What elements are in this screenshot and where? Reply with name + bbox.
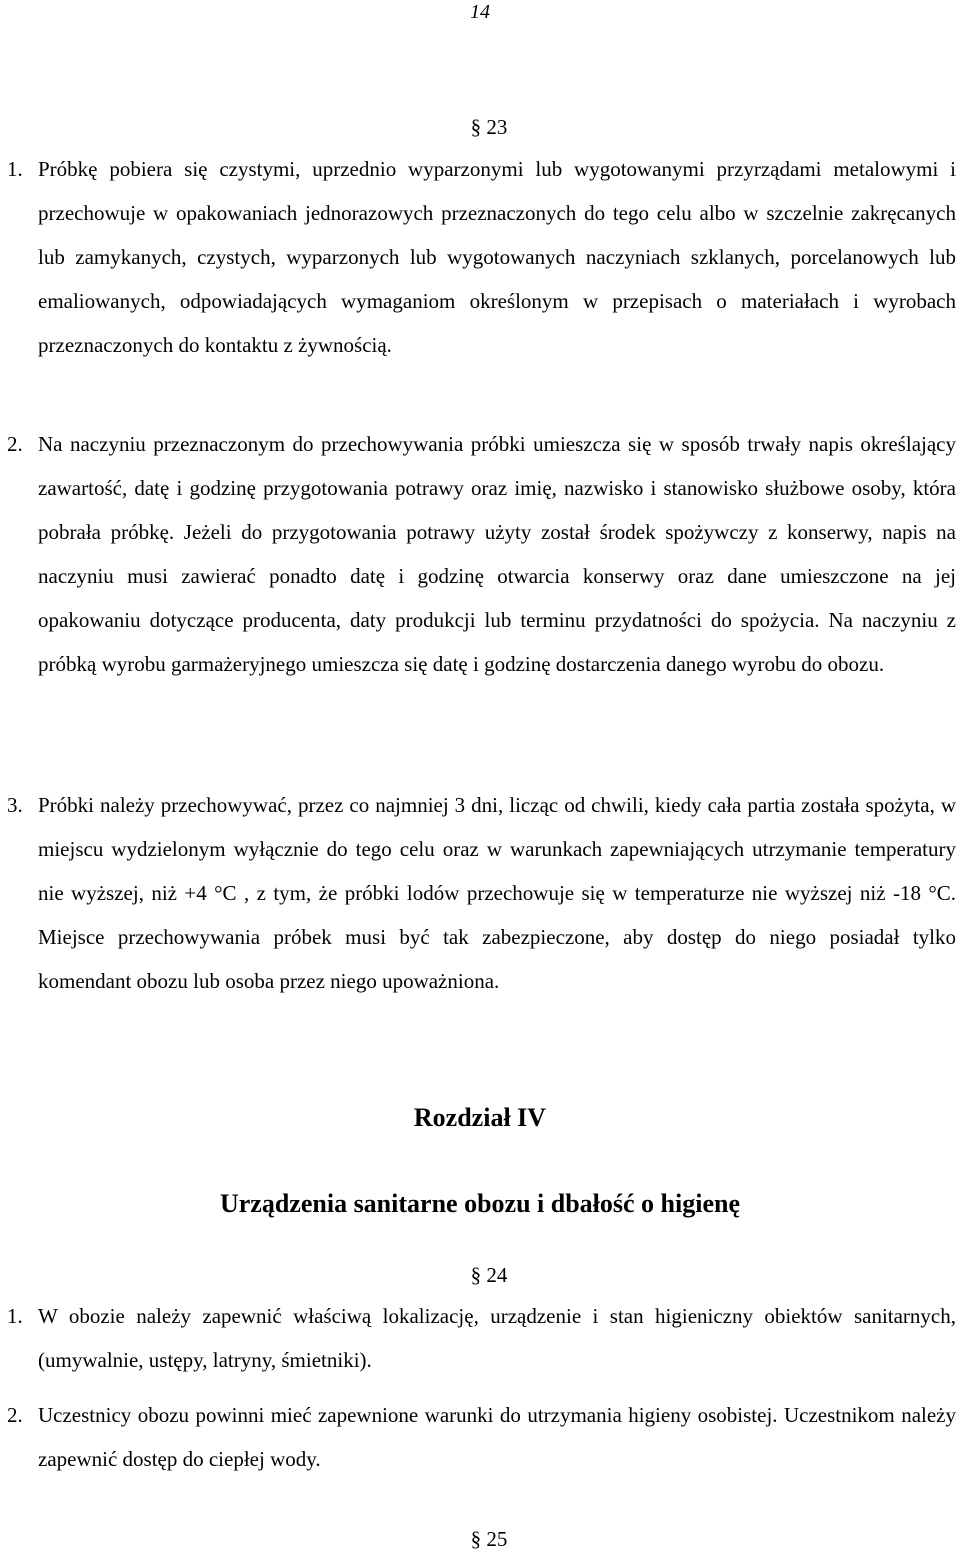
- paragraph-text: W obozie należy zapewnić właściwą lokalizację, urządzenie i stan higieniczny obiektów sanitarnych, (umywalnie, ustępy, latryny, śmietniki).: [38, 1304, 956, 1372]
- section-mark-24: § 24: [470, 1263, 508, 1287]
- paragraph-23-2: [7, 422, 956, 686]
- section-mark-25: § 25: [470, 1527, 508, 1551]
- paragraph-number: 3.: [7, 793, 23, 817]
- paragraph-23-1: [7, 147, 956, 367]
- chapter-subtitle: Urządzenia sanitarne obozu i dbałość o higienę: [219, 1189, 740, 1218]
- paragraph-number: 1.: [7, 1304, 23, 1328]
- paragraph-23-3: [7, 783, 956, 1003]
- paragraph-text: Próbkę pobiera się czystymi, uprzednio wyparzonymi lub wygotowanymi przyrządami metalowymi i przechowuje w opakowaniach jednorazowych przeznaczonych do tego celu albo w szczelnie zakręcanych lub zamykanych, czystych, wyparzonych lub wygotowanych naczyniach szklanych, porcelanowych lub emaliowanych, odpowiadających wymaganiom określonym w przepisach o materiałach i wyrobach przeznaczonych do kontaktu z żywnością.: [38, 157, 956, 357]
- paragraph-number: 1.: [7, 157, 23, 181]
- section-mark-23: § 23: [470, 115, 508, 139]
- paragraph-text: Próbki należy przechowywać, przez co najmniej 3 dni, licząc od chwili, kiedy cała partia została spożyta, w miejscu wydzielonym wyłącznie do tego celu oraz w warunkach zapewniających utrzymanie temperatury nie wyższej, niż +4 °C , z tym, że próbki lodów przechowuje się w temperaturze nie wyższej niż -18 °C. Miejsce przechowywania próbek musi być tak zabezpieczone, aby dostęp do niego posiadał tylko komendant obozu lub osoba przez niego upoważniona.: [38, 793, 956, 993]
- paragraph-text: Uczestnicy obozu powinni mieć zapewnione warunki do utrzymania higieny osobistej. Uczestnikom należy zapewnić dostęp do ciepłej wody.: [38, 1403, 956, 1471]
- page-number: 14: [470, 1, 490, 23]
- paragraph-text: Na naczyniu przeznaczonym do przechowywania próbki umieszcza się w sposób trwały napis określający zawartość, datę i godzinę przygotowania potrawy oraz imię, nazwisko i stanowisko służbowe osoby, która pobrała próbkę. Jeżeli do przygotowania potrawy użyty został środek spożywczy z konserwy, napis na naczyniu musi zawierać ponadto datę i godzinę otwarcia konserwy oraz dane umieszczone na jej opakowaniu dotyczące producenta, daty produkcji lub terminu przydatności do spożycia. Na naczyniu z próbką wyrobu garmażeryjnego umieszcza się datę i godzinę dostarczenia danego wyrobu do obozu.: [38, 432, 956, 676]
- paragraph-24-1: [7, 1294, 956, 1382]
- paragraph-number: 2.: [7, 1403, 23, 1427]
- paragraph-number: 2.: [7, 432, 23, 456]
- chapter-title: Rozdział IV: [413, 1103, 547, 1132]
- paragraph-24-2: [7, 1393, 956, 1481]
